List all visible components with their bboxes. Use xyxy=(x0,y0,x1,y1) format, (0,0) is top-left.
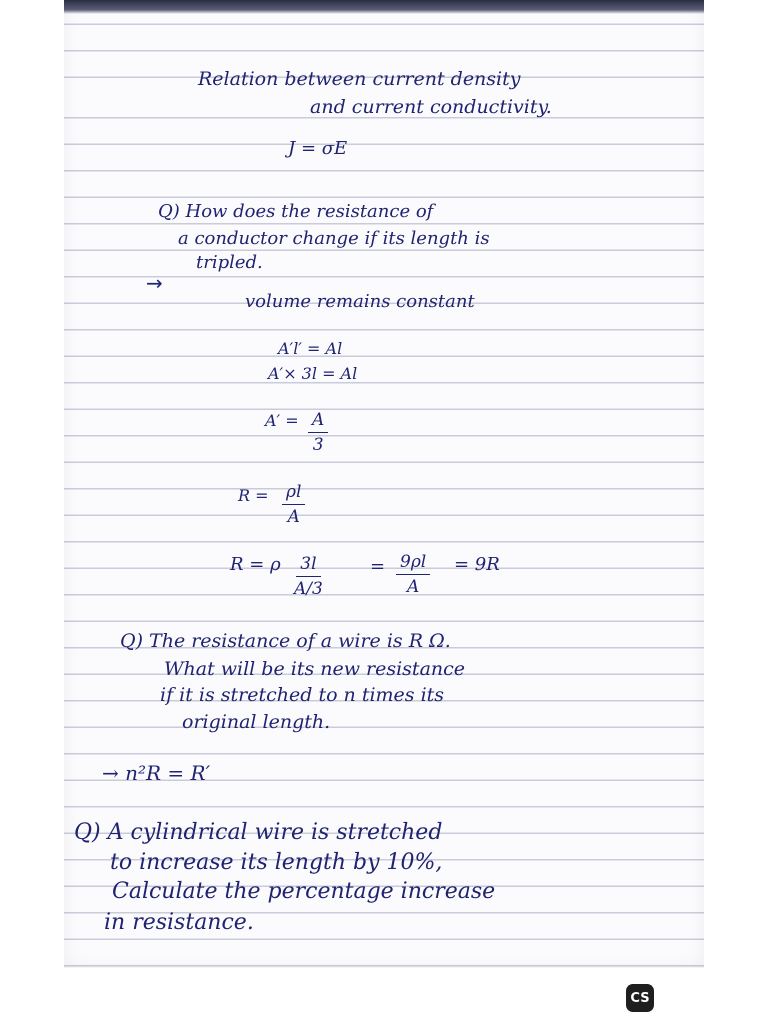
q1-line-1: Q) How does the resistance of xyxy=(158,201,434,222)
q3-line-1: Q) A cylindrical wire is stretched xyxy=(74,820,443,845)
heading-line-2: and current conductivity. xyxy=(310,96,552,118)
q1-line-2: a conductor change if its length is xyxy=(178,228,490,249)
q3-line-2: to increase its length by 10%, xyxy=(110,850,443,875)
q1-equation-1: A′l′ = Al xyxy=(278,339,343,358)
fraction-denominator: A xyxy=(406,577,420,597)
q1-equation-3-lhs: A′ = xyxy=(265,411,299,430)
q2-line-1: Q) The resistance of a wire is R Ω. xyxy=(120,630,451,652)
heading-formula: J = σE xyxy=(288,138,348,159)
camscanner-badge: CS xyxy=(626,984,654,1012)
q1-equation-5-fraction-2 xyxy=(396,552,430,597)
q2-line-2: What will be its new resistance xyxy=(164,658,466,680)
notebook-binding xyxy=(64,0,704,14)
q1-equation-4-fraction xyxy=(282,482,305,527)
q2-line-4: original length. xyxy=(182,711,331,733)
q1-equation-5-equals: = xyxy=(370,556,386,577)
heading-line-1: Relation between current density xyxy=(198,68,521,90)
fraction-denominator: A xyxy=(287,507,300,527)
fraction-numerator: ρl xyxy=(282,482,305,505)
q3-line-3: Calculate the percentage increase xyxy=(112,879,496,904)
q1-volume-note: volume remains constant xyxy=(245,291,475,312)
q2-line-3: if it is stretched to n times its xyxy=(160,684,445,706)
fraction-numerator: 9ρl xyxy=(396,552,430,575)
q1-equation-5-rhs: = 9R xyxy=(454,554,500,575)
fraction-numerator: 3l xyxy=(296,554,320,577)
q1-equation-4-lhs: R = xyxy=(238,486,269,505)
q1-equation-2: A′× 3l = Al xyxy=(268,364,358,383)
q1-equation-5-lhs: R = ρ xyxy=(230,554,281,575)
q1-arrow-icon: → xyxy=(146,271,163,295)
q3-line-4: in resistance. xyxy=(104,910,254,935)
q1-equation-5-fraction-1 xyxy=(294,554,323,599)
fraction-denominator: 3 xyxy=(312,435,324,455)
fraction-numerator: A xyxy=(308,410,328,433)
q1-line-3: tripled. xyxy=(196,252,263,273)
fraction-denominator: A/3 xyxy=(294,579,323,599)
q2-answer: → n²R = R′ xyxy=(102,761,211,785)
q1-equation-3-fraction xyxy=(308,410,328,455)
